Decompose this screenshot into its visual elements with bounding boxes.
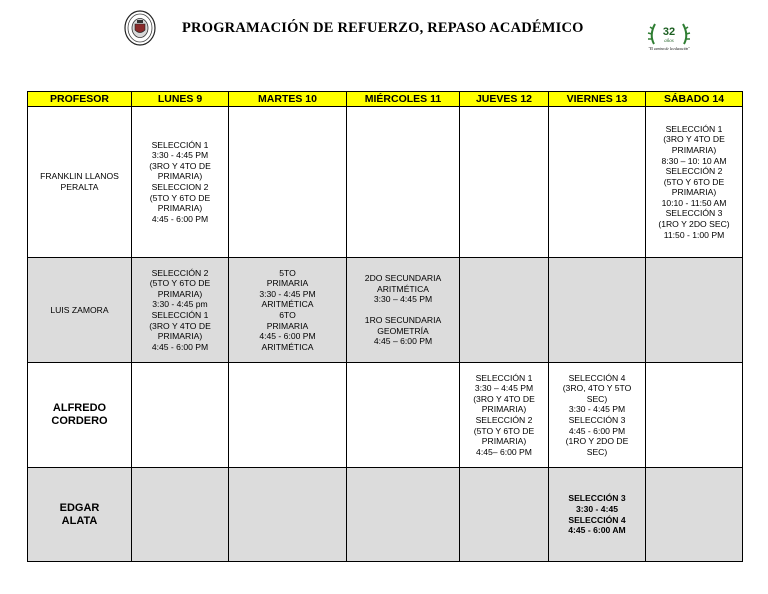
schedule-cell xyxy=(646,363,743,468)
schedule-cell xyxy=(460,468,549,562)
table-row xyxy=(28,107,743,258)
schedule-cell xyxy=(646,258,743,363)
document-header xyxy=(0,0,768,80)
schedule-cell xyxy=(549,107,646,258)
header-martes: MARTES 10 xyxy=(229,92,347,107)
school-crest-logo xyxy=(124,10,156,46)
schedule-cell: SELECCIÓN 2 (5TO Y 6TO DE PRIMARIA) 3:30 - 4:45 pm SELECCIÓN 1 (3RO Y 4TO DE PRIMARIA) 4:45 - 6:00 PM xyxy=(132,258,229,363)
header-lunes: LUNES 9 xyxy=(132,92,229,107)
schedule-cell xyxy=(132,363,229,468)
header-profesor: PROFESOR xyxy=(28,92,132,107)
schedule-cell: SELECCIÓN 4 (3RO, 4TO Y 5TO SEC) 3:30 - 4:45 PM SELECCIÓN 3 4:45 - 6:00 PM (1RO Y 2DO DE SEC) xyxy=(549,363,646,468)
schedule-cell: SELECCIÓN 1 3:30 – 4:45 PM (3RO Y 4TO DE PRIMARIA) SELECCIÓN 2 (5TO Y 6TO DE PRIMARIA) 4:45– 6:00 PM xyxy=(460,363,549,468)
header-jueves: JUEVES 12 xyxy=(460,92,549,107)
professor-cell: EDGAR ALATA xyxy=(28,468,132,562)
professor-cell: LUIS ZAMORA xyxy=(28,258,132,363)
schedule-cell xyxy=(646,468,743,562)
schedule-cell xyxy=(347,363,460,468)
table-row xyxy=(28,468,743,562)
anniversary-number: 32 xyxy=(662,26,676,38)
header-miercoles: MIÉRCOLES 11 xyxy=(347,92,460,107)
schedule-cell: SELECCIÓN 1 3:30 - 4:45 PM (3RO Y 4TO DE PRIMARIA) SELECCION 2 (5TO Y 6TO DE PRIMARIA) 4:45 - 6:00 PM xyxy=(132,107,229,258)
schedule-cell xyxy=(460,258,549,363)
header-row xyxy=(28,92,743,107)
schedule-cell xyxy=(132,468,229,562)
schedule-cell: 5TO PRIMARIA 3:30 - 4:45 PM ARITMÉTICA 6TO PRIMARIA 4:45 - 6:00 PM ARITMÉTICA xyxy=(229,258,347,363)
page-title: PROGRAMACIÓN DE REFUERZO, REPASO ACADÉMICO xyxy=(182,20,584,36)
schedule-cell xyxy=(347,468,460,562)
schedule-cell: SELECCIÓN 3 3:30 - 4:45 SELECCIÓN 4 4:45 - 6:00 AM xyxy=(549,468,646,562)
anniversary-word: años xyxy=(664,39,674,44)
schedule-cell xyxy=(460,107,549,258)
schedule-cell xyxy=(229,363,347,468)
table-row xyxy=(28,363,743,468)
schedule-cell xyxy=(229,107,347,258)
header-sabado: SÁBADO 14 xyxy=(646,92,743,107)
professor-cell: FRANKLIN LLANOS PERALTA xyxy=(28,107,132,258)
schedule-cell xyxy=(229,468,347,562)
schedule-cell xyxy=(549,258,646,363)
anniversary-logo xyxy=(640,20,698,54)
table-row xyxy=(28,258,743,363)
schedule-cell xyxy=(347,107,460,258)
anniversary-slogan: "El camino de la educación" xyxy=(648,47,690,51)
schedule-table xyxy=(27,91,743,562)
schedule-cell: SELECCIÓN 1 (3RO Y 4TO DE PRIMARIA) 8:30 – 10: 10 AM SELECCIÓN 2 (5TO Y 6TO DE PRIMARIA) 10:10 - 11:50 AM SELECCIÓN 3 (1RO Y 2DO SEC) 11:50 - 1:00 PM xyxy=(646,107,743,258)
professor-cell: ALFREDO CORDERO xyxy=(28,363,132,468)
header-viernes: VIERNES 13 xyxy=(549,92,646,107)
schedule-cell: 2DO SECUNDARIA ARITMÉTICA 3:30 – 4:45 PM 1RO SECUNDARIA GEOMETRÍA 4:45 – 6:00 PM xyxy=(347,258,460,363)
